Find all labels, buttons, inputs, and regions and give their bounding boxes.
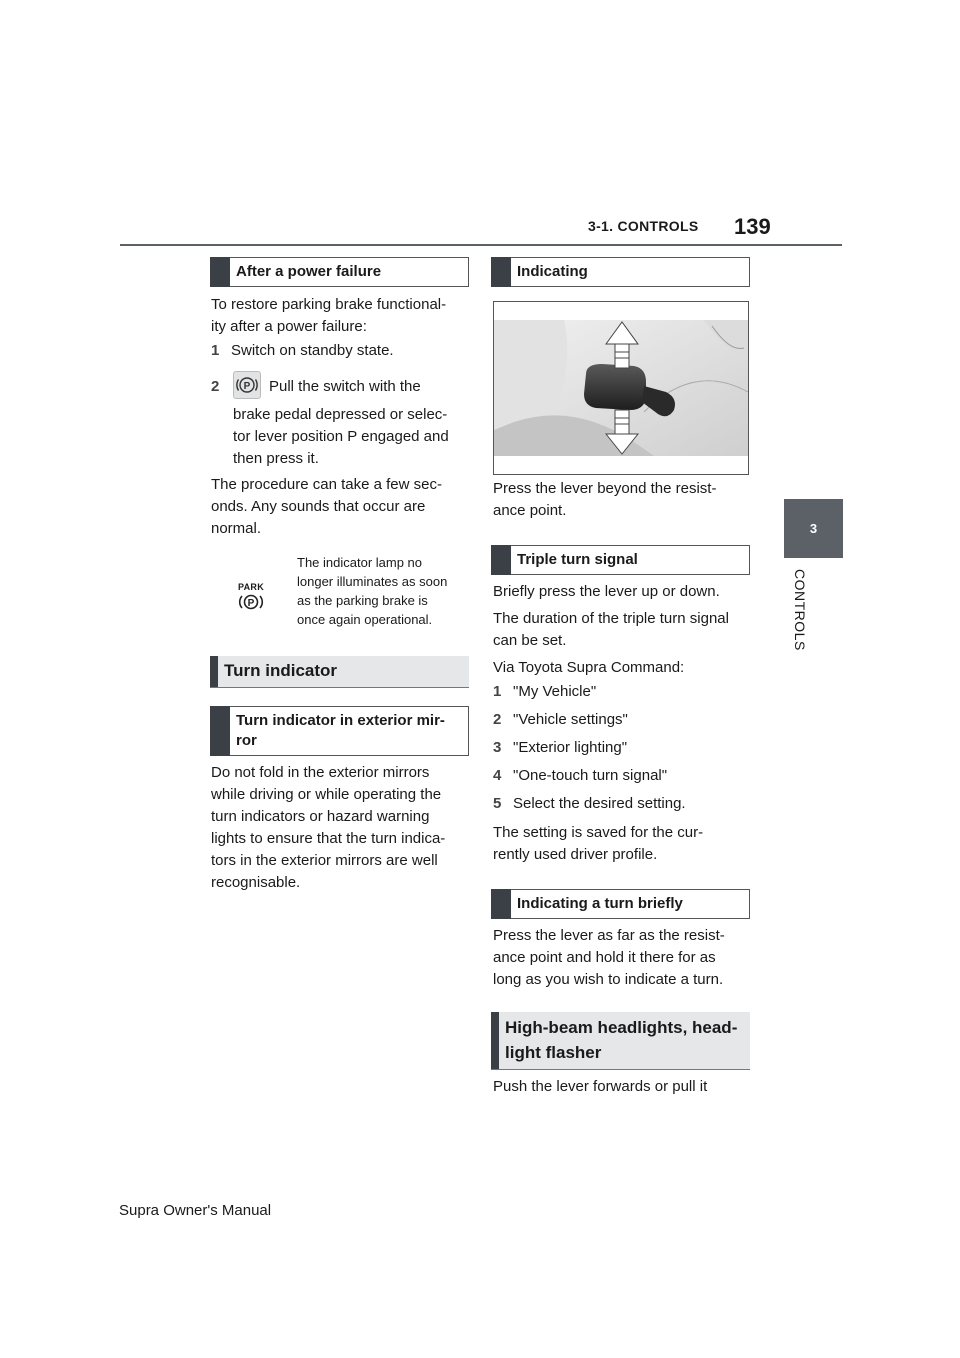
- parking-brake-switch-icon: [233, 371, 261, 399]
- subheading-indicating: Indicating: [491, 257, 750, 287]
- power-failure-step-2: 2 P Pull the switch with the brake pedal depressed or selec- tor lever position P engaged and then press it.: [211, 376, 469, 398]
- indicating-briefly-text: Press the lever as far as the resist- ance point and hold it there for as long as you wish to indicate a turn.: [493, 927, 725, 988]
- svg-text:P: P: [243, 381, 251, 392]
- chapter-tab-label: CONTROLS: [792, 569, 808, 651]
- mirror-indicator-text: Do not fold in the exterior mirrors while driving or while operating the turn indicators or hazard warning lights to ensure that the turn indica- tors in the exterior mirrors are well recognisable.: [211, 764, 446, 891]
- triple-signal-body: Briefly press the lever up or down. The duration of the triple turn signal can be set. Via Toyota Supra Command:: [493, 583, 729, 676]
- subheading-after-power-failure: After a power failure: [210, 257, 469, 287]
- setting-saved-text: The setting is saved for the cur- rently used driver profile.: [493, 824, 704, 863]
- subheading-indicating-briefly: Indicating a turn briefly: [491, 889, 750, 919]
- manual-name: Supra Owner's Manual: [119, 1202, 272, 1219]
- page-number: 139: [734, 214, 771, 239]
- power-failure-step-1: 1 Switch on standby state.: [211, 342, 394, 359]
- indicator-lamp-note: The indicator lamp no longer illuminates as soon as the parking brake is once again operational.: [297, 555, 448, 627]
- section-title: 3-1. CONTROLS: [588, 218, 699, 234]
- indicating-text: Press the lever beyond the resist- ance point.: [493, 480, 717, 519]
- chapter-tab: 3: [784, 499, 843, 558]
- turn-signal-lever-illustration: [493, 301, 749, 475]
- triple-signal-steps: 1 "My Vehicle" 2 "Vehicle settings" 3 "Exterior lighting" 4 "One-touch turn signal" 5 Select the desired setting.: [493, 683, 686, 812]
- subheading-triple-turn-signal: Triple turn signal: [491, 545, 750, 575]
- park-indicator-lamp-icon: PARK P: [237, 582, 265, 609]
- heading-turn-indicator: Turn indicator: [210, 656, 469, 688]
- heading-high-beam: High-beam headlights, head- light flasher: [491, 1012, 750, 1070]
- subheading-turn-indicator-mirror: Turn indicator in exterior mir- ror: [210, 706, 469, 756]
- high-beam-text: Push the lever forwards or pull it: [493, 1078, 708, 1095]
- procedure-note: The procedure can take a few sec- onds. Any sounds that occur are normal.: [211, 476, 442, 537]
- svg-text:P: P: [247, 598, 255, 609]
- power-failure-intro: To restore parking brake functional- ity after a power failure:: [211, 296, 447, 335]
- header-rule: [120, 244, 842, 246]
